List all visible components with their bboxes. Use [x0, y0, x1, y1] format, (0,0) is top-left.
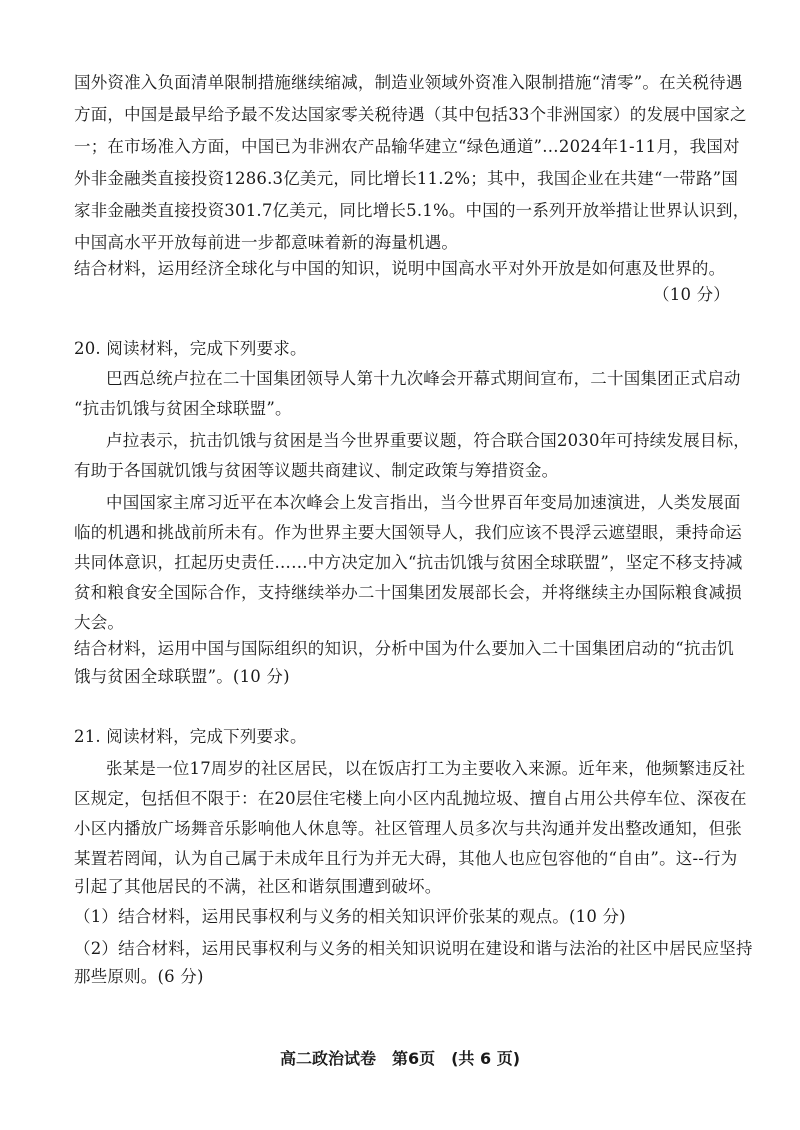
q20-question-line-1: 结合材料，运用中国与国际组织的知识，分析中国为什么要加入二十国集团启动的“抗击饥 [74, 639, 734, 658]
q21-sub2-line-1: （2）结合材料，运用民事权利与义务的相关知识说明在建设和谐与法治的社区中居民应坚持 [74, 939, 753, 958]
q19-line-4: 外非金融类直接投资1286.3亿美元，同比增长11.2%；其中，我国企业在共建“一带路”国 [74, 169, 739, 188]
q21-heading: 21. 阅读材料，完成下列要求。 [74, 727, 307, 746]
q20-para2-line-1: 卢拉表示，抗击饥饿与贫困是当今世界重要议题，符合联合国2030年可持续发展目标， [106, 431, 750, 450]
q19-line-5: 家非金融类直接投资301.7亿美元，同比增长5.1%。中国的一系列开放举措让世界认识到， [74, 201, 750, 220]
q20-para1-line-2: “抗击饥饿与贫困全球联盟”。 [74, 399, 292, 418]
q21-sub1: （1）结合材料，运用民事权利与义务的相关知识评价张某的观点。(10 分) [74, 907, 626, 926]
q20-para3-line-5: 大会。 [74, 613, 125, 632]
q19-line-3: 一；在市场准入方面，中国已为非洲农产品输华建立“绿色通道”…2024年1-11月，我国对 [74, 137, 740, 156]
q20-para2-line-2: 有助于各国就饥饿与贫困等议题共商建议、制定政策与筹措资金。 [74, 461, 559, 480]
q19-line-6: 中国高水平开放每前进一步都意味着新的海量机遇。 [74, 233, 459, 252]
q21-sub2-line-2: 那些原则。(6 分) [74, 967, 204, 986]
q21-para-line-5: 引起了其他居民的不满，社区和谐氛围遭到破坏。 [74, 877, 442, 896]
q21-para-line-4: 某置若罔闻，认为自己属于未成年且行为并无大碍，其他人也应包容他的“自由”。这--行为 [74, 849, 738, 868]
q19-line-2: 方面，中国是最早给予最不发达国家零关税待遇（其中包括33个非洲国家）的发展中国家之 [74, 105, 747, 124]
q21-para-line-2: 区规定，包括但不限于：在20层住宅楼上向小区内乱抛垃圾、擅自占用公共停车位、深夜在 [74, 789, 747, 808]
q20-para3-line-2: 临的机遇和挑战前所未有。作为世界主要大国领导人，我们应该不畏浮云遮望眼，秉持命运 [74, 523, 742, 542]
q20-para1-line-1: 巴西总统卢拉在二十国集团领导人第十九次峰会开幕式期间宣布，二十国集团正式启动 [106, 369, 741, 388]
page-footer: 高二政治试卷 第6页 (共 6 页) [279, 1049, 521, 1068]
q19-line-1: 国外资准入负面清单限制措施继续缩减，制造业领域外资准入限制措施“清零”。在关税待遇 [74, 73, 743, 92]
q20-para3-line-4: 贫和粮食安全国际合作，支持继续举办二十国集团发展部长会，并将继续主办国际粮食减损 [74, 583, 742, 602]
q20-heading: 20. 阅读材料，完成下列要求。 [74, 339, 307, 358]
q21-para-line-1: 张某是一位17周岁的社区居民，以在饭店打工为主要收入来源。近年来，他频繁违反社 [106, 759, 746, 778]
q20-para3-line-1: 中国国家主席习近平在本次峰会上发言指出，当今世界百年变局加速演进，人类发展面 [106, 493, 741, 512]
q20-question-line-2: 饿与贫困全球联盟”。(10 分) [74, 667, 290, 686]
q21-para-line-3: 小区内播放广场舞音乐影响他人休息等。社区管理人员多次与共沟通并发出整改通知，但张 [74, 819, 742, 838]
q19-score: （10 分） [653, 285, 730, 304]
q20-para3-line-3: 共同体意识，扛起历史责任……中方决定加入“抗击饥饿与贫困全球联盟”，坚定不移支持减 [74, 553, 743, 572]
q19-question: 结合材料，运用经济全球化与中国的知识，说明中国高水平对外开放是如何惠及世界的。 [74, 259, 726, 278]
